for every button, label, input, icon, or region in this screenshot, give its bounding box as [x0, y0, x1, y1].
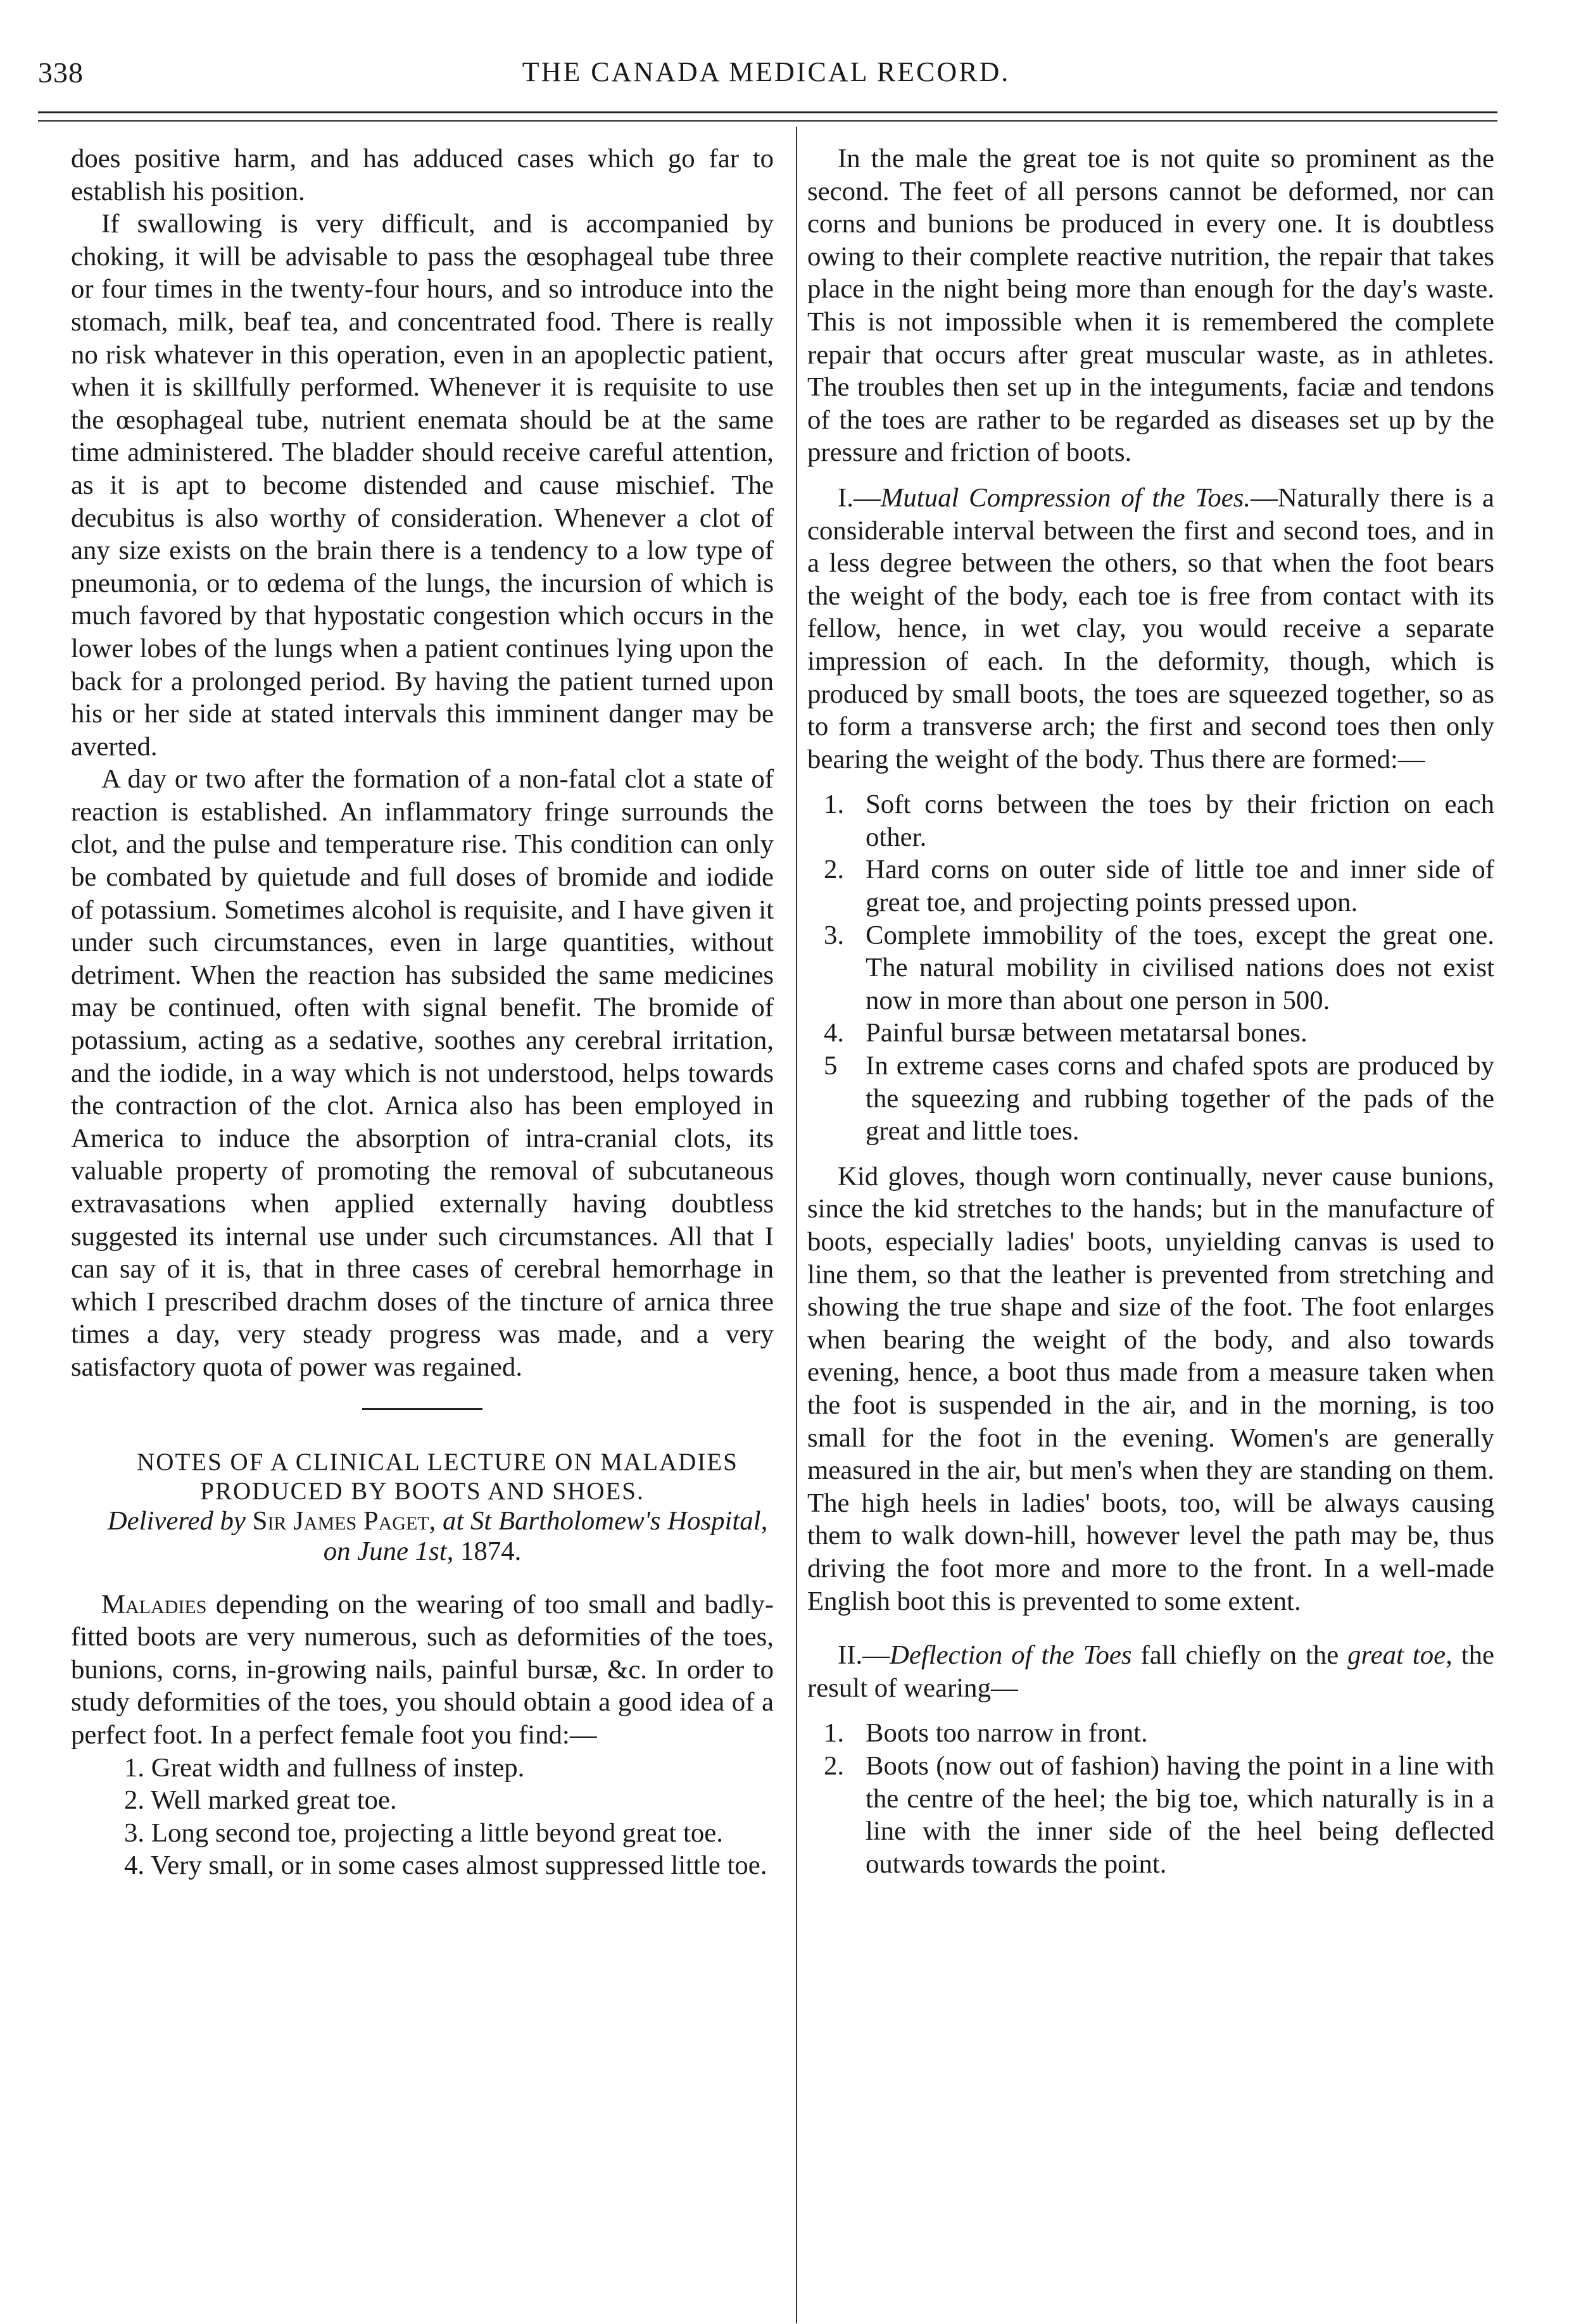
paragraph: A day or two after the formation of a non-fatal clot a state of reaction is established. An inflammatory fringe surrounds the clot, and the pulse and temperature rise. This condition can only be combated by quietude and full doses of bromide and iodide of potassium. Sometimes alcohol is requisite, and I have given it under such circumstances, even in large quantities, without detriment. When the reaction has subsided the same medicines may be continued, often with signal benefit. The bromide of potassium, acting as a sedative, soothes any cerebral irritation, and the iodide, in a way which is not understood, helps towards the contraction of the clot. Arnica also has been employed in America to induce the absorption of intra-cranial clots, its valuable property of promoting the removal of subcutaneous extravasations when applied externally having doubtless suggested its internal use under such circumstances. All that I can say of it is, that in three cases of cerebral hemorrhage in which I prescribed drachm doses of the tincture of arnica three times a day, very steady progress was made, and a very satisfactory quota of power was regained. — [71, 764, 774, 1382]
article-title — [71, 1448, 774, 1506]
paragraph: In the male the great toe is not quite so prominent as the second. The feet of all persons cannot be deformed, nor can corns and bunions be produced in every one. It is doubtless owing to their complete reactive nutrition, the repair that takes place in the night being more than enough for the day's waste. This is not impossible when it is remembered the complete repair that occurs after great muscular waste, as in athletes. The troubles then set up in the integuments, faciæ and tendons of the toes are rather to be regarded as diseases set up by the pressure and friction of boots. — [807, 144, 1494, 468]
paragraph-text: —Naturally there is a considerable interval between the first and second toes, and in a less degree between the others, so that when the foot bears the weight of the body, each toe is free from contact with its fellow, hence, in wet clay, you would receive a separate impression of each. In the deformity, though, which is produced by small boots, the toes are squeezed together, so as to form a transverse arch; the first and second toes then only bearing the weight of the body. Thus there are formed:— — [807, 482, 1494, 774]
page-number: 338 — [38, 56, 84, 89]
paragraph: Kid gloves, though worn continually, never cause bunions, since the kid stretches to the hands; but in the manufacture of boots, especially ladies' boots, unyielding canvas is used to line them, so that the leather is prevented from stretching and showing the true shape and size of the foot. The foot enlarges when bearing the weight of the body, and also towards evening, hence, a boot thus made from a measure taken when the foot is suspended in the air, and in the morning, is too small for the foot in the evening. Women's are generally measured in the air, but men's when they are standing on them. The high heels in ladies' boots, too, will be always causing them to walk down-hill, however level the path may be, thus driving the foot more and more to the front. In a well-made English boot this is prevented to some extent. — [807, 1161, 1494, 1616]
paragraph: If swallowing is very difficult, and is accompanied by choking, it will be advisable to pass the œsophageal tube three or four times in the twenty-four hours, and so introduce into the stomach, milk, beaf tea, and concentrated food. There is really no risk whatever in this operation, even in an apoplectic patient, when it is skillfully performed. Whenever it is requisite to use the œsophageal tube, nutrient enemata should be at the same time administered. The bladder should receive careful attention, as it is apt to become distended and cause mischief. The decubitus is also worthy of consideration. Whenever a clot of any size exists on the brain there is a tendency to a low type of pneumonia, or to œdema of the lungs, the incursion of which is much favored by that hypostatic congestion which occurs in the lower lobes of the lungs when a patient continues lying upon the back for a prolonged period. By having the patient turned upon his or her side at stated intervals this imminent danger may be averted. — [71, 209, 774, 762]
running-title: THE CANADA MEDICAL RECORD. — [522, 56, 1011, 87]
paragraph-text: depending on the wearing of too small and badly-fitted boots are very numerous, such as deformities of the toes, bunions, corns, in-growing nails, painful bursæ, &c. In order to study deformities of the toes, you should obtain a good idea of a perfect foot. In a perfect female foot you find:— — [71, 1589, 774, 1750]
list-item: 1. Soft corns between the toes by their friction on each other. — [824, 789, 1494, 852]
list-item: 1. Great width and fullness of instep. — [124, 1752, 525, 1783]
header-rule-top — [38, 111, 1497, 113]
byline-prefix: Delivered by — [107, 1505, 253, 1536]
byline-year: 1874. — [460, 1536, 522, 1566]
section-mutual-compression — [807, 482, 1494, 776]
list-item: 2. Boots (now out of fashion) having the point in a line with the centre of the heel; the big toe, which naturally is in a line with the inner side of the heel being deflected outwards towards the point. — [824, 1750, 1494, 1879]
byline-author: Sir James Paget — [252, 1505, 429, 1536]
section-separator — [362, 1408, 482, 1410]
list-item: 3. Complete immobility of the toes, except the great one. The natural mobility in civilised nations does not exist now in more than about one person in 500. — [824, 920, 1494, 1015]
list-item: 3. Long second toe, projecting a little beyond great toe. — [124, 1818, 724, 1848]
header-rule-bottom — [38, 120, 1497, 122]
section-number: I.— — [838, 482, 881, 513]
section-deflection: II.—Deflection of the Toes fall chiefly on the great toe, the result of wearing— — [807, 1640, 1495, 1703]
column-divider — [796, 127, 797, 2323]
paragraph: does positive harm, and has adduced cases which go far to establish his position. — [71, 144, 774, 206]
left-column — [71, 142, 774, 1882]
article-title-line-2: PRODUCED BY BOOTS AND SHOES. — [200, 1477, 645, 1505]
drop-lead: Maladies — [101, 1589, 207, 1619]
list-item: 5 In extreme cases corns and chafed spots are produced by the squeezing and rubbing together of the pads of the great and little toes. — [824, 1051, 1494, 1146]
page-header — [38, 56, 1494, 100]
article-title-line-1: NOTES OF A CLINICAL LECTURE ON MALADIES — [137, 1448, 738, 1476]
section-number: II.— — [838, 1640, 890, 1671]
list-item: 1. Boots too narrow in front. — [824, 1718, 1148, 1749]
list-item: 4. Very small, or in some cases almost suppressed little toe. — [124, 1850, 767, 1881]
section-heading: Mutual Compression of the Toes. — [880, 482, 1251, 513]
paragraph — [71, 1588, 774, 1752]
list-item: 4. Painful bursæ between metatarsal bones. — [824, 1018, 1308, 1048]
article-byline — [71, 1506, 774, 1567]
list-item: 2. Well marked great toe. — [124, 1785, 397, 1816]
section-heading: Deflection of the Toes — [890, 1640, 1132, 1671]
right-column — [807, 142, 1494, 1880]
byline-venue: , at St Bartholomew's Hospital, on June 1st, — [323, 1505, 768, 1566]
list-item: 2. Hard corns on outer side of little toe and inner side of great toe, and projecting points pressed upon. — [824, 855, 1494, 918]
